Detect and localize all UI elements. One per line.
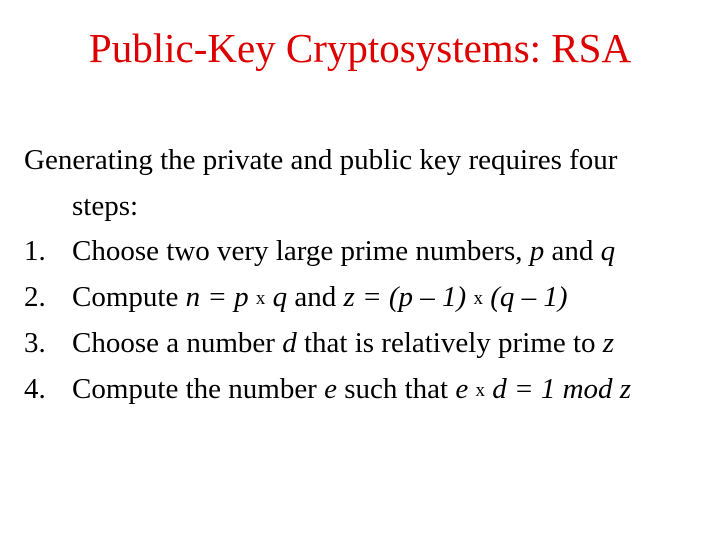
math-variable: p: [529, 235, 545, 267]
step-text-run: that is relatively prime to: [296, 327, 603, 359]
step-text-run: and: [544, 235, 601, 267]
math-variable: (q – 1): [482, 280, 568, 313]
math-variable: d: [282, 327, 297, 359]
step-text-run: Compute the number: [72, 372, 325, 405]
step-text: [72, 373, 631, 405]
math-variable: q: [600, 235, 616, 267]
times-symbol: x: [255, 287, 266, 309]
intro-line-1: Generating the private and public key requires four: [24, 144, 618, 176]
step-item-1: [24, 229, 704, 275]
step-item-4: [24, 367, 704, 414]
math-variable: d = 1 mod z: [485, 372, 632, 405]
times-symbol: x: [473, 287, 483, 309]
step-text-run: such that: [336, 372, 456, 405]
times-symbol: x: [475, 379, 485, 401]
slide-title: Public-Key Cryptosystems: RSA: [88, 25, 632, 71]
slide-body: [24, 138, 704, 413]
step-text: [72, 235, 615, 267]
step-number: 1.: [24, 235, 46, 267]
step-text: [72, 281, 568, 313]
math-variable: z = (p – 1): [343, 280, 474, 313]
intro-paragraph: [24, 138, 704, 229]
step-text-run: Choose a number: [72, 327, 283, 359]
math-variable: n = p: [185, 280, 256, 313]
step-item-3: [24, 321, 704, 367]
step-number: 4.: [24, 372, 46, 405]
math-variable: q: [265, 280, 288, 313]
math-variable: z: [602, 327, 615, 359]
step-text-run: Choose two very large prime numbers,: [72, 235, 530, 267]
math-variable: e: [324, 372, 337, 405]
intro-line-2: steps:: [72, 189, 139, 222]
step-text: [72, 327, 614, 359]
step-number: 2.: [24, 280, 46, 313]
math-variable: e: [455, 372, 476, 405]
step-text-run: and: [287, 280, 344, 313]
step-item-2: [24, 275, 704, 322]
step-text-run: Compute: [72, 280, 186, 313]
step-number: 3.: [24, 327, 46, 359]
